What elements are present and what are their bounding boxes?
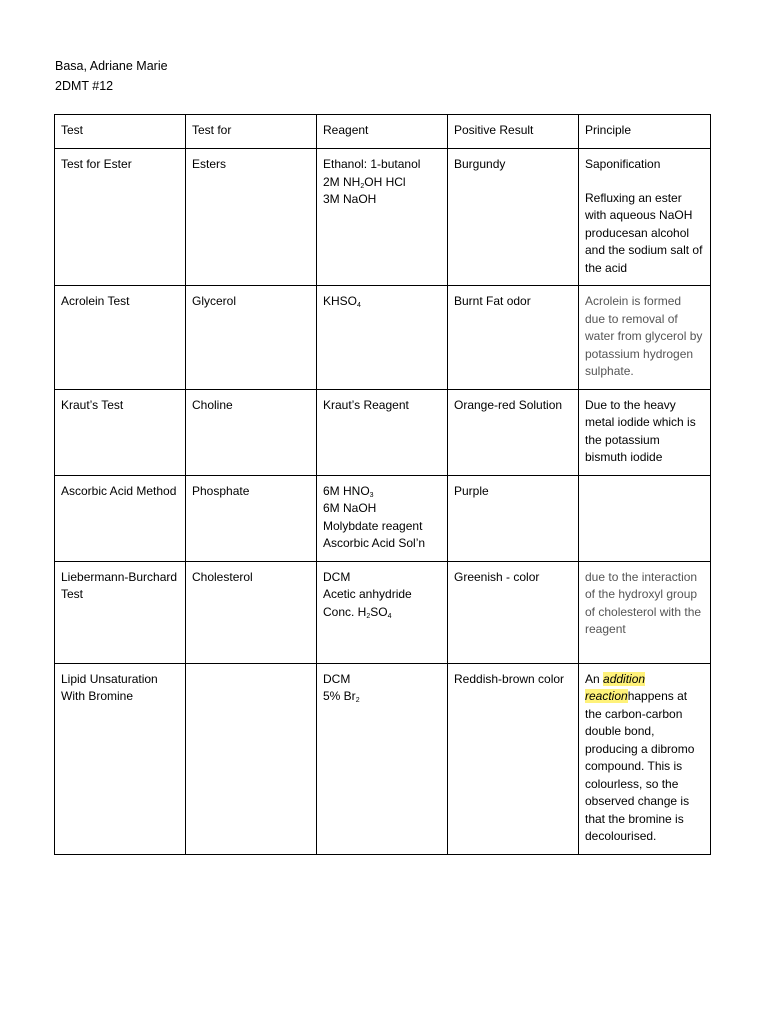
reagent-line: Molybdate reagent	[323, 518, 423, 533]
cell-test-for	[186, 663, 317, 854]
cell-test-for: Cholesterol	[186, 561, 317, 663]
principle-title: Saponification	[585, 157, 661, 171]
cell-positive-result: Greenish - color	[448, 561, 579, 663]
reagent-line: 6M $HNO_3$	[323, 483, 374, 499]
cell-principle	[579, 475, 711, 561]
column-header-positive-result: Positive Result	[448, 115, 579, 149]
reagent-line: Conc. $H_2SO_4$	[323, 604, 392, 620]
cell-test-for: Choline	[186, 389, 317, 475]
section-label: 2DMT #12	[55, 79, 114, 93]
cell-test: Acrolein Test	[55, 286, 186, 390]
document-header	[55, 56, 168, 96]
principle-prefix: An	[585, 671, 604, 686]
cell-reagent	[317, 663, 448, 854]
column-header-test-for: Test for	[186, 115, 317, 149]
table-row-liebermann	[55, 561, 711, 663]
cell-principle: due to the interaction of the hydroxyl group of cholesterol with the reagent	[579, 561, 711, 663]
table-row-bromine	[55, 663, 711, 854]
table-row-acrolein	[55, 286, 711, 390]
principle-rest: happens at the carbon-carbon double bond, producing a dibromo compound. This is colourless, so the observed change is that the bromine is decolourised.	[585, 689, 695, 843]
cell-test: Ascorbic Acid Method	[55, 475, 186, 561]
cell-positive-result: Burgundy	[448, 149, 579, 286]
column-header-test: Test	[55, 115, 186, 149]
student-name: Basa, Adriane Marie	[55, 59, 168, 73]
reagent-line: 2M $NH_2OH$ HCl	[323, 174, 406, 190]
reagent-line: Ethanol: 1-butanol	[323, 157, 421, 171]
reagent-line: 6M NaOH	[323, 501, 377, 515]
reagent-line: Acetic anhydride	[323, 587, 412, 601]
cell-reagent	[317, 475, 448, 561]
table-row-ascorbic	[55, 475, 711, 561]
column-header-reagent: Reagent	[317, 115, 448, 149]
cell-principle	[579, 149, 711, 286]
cell-test: Lipid Unsaturation With Bromine	[55, 663, 186, 854]
cell-test: Liebermann-Burchard Test	[55, 561, 186, 663]
cell-test: Kraut’s Test	[55, 389, 186, 475]
cell-principle: Acrolein is formed due to removal of water from glycerol by potassium hydrogen sulphate.	[579, 286, 711, 390]
lipid-tests-table	[54, 114, 711, 855]
cell-reagent	[317, 286, 448, 390]
reagent-line: DCM	[323, 671, 351, 686]
cell-principle: Due to the heavy metal iodide which is the potassium bismuth iodide	[579, 389, 711, 475]
cell-principle	[579, 663, 711, 854]
column-header-principle: Principle	[579, 115, 711, 149]
cell-test: Test for Ester	[55, 149, 186, 286]
cell-test-for: Glycerol	[186, 286, 317, 390]
cell-positive-result: Reddish-brown color	[448, 663, 579, 854]
reagent-line: 3M NaOH	[323, 192, 377, 206]
reagent-line: Ascorbic Acid Sol’n	[323, 536, 426, 550]
reagent-line: $KHSO_4$	[323, 294, 361, 309]
principle-body: Refluxing an ester with aqueous NaOH producesan alcohol and the sodium salt of the acid	[585, 190, 703, 275]
highlighted-term: addition reaction	[585, 671, 646, 703]
reagent-line: DCM	[323, 569, 351, 584]
table-row-ester	[55, 149, 711, 286]
table-row-kraut	[55, 389, 711, 475]
cell-test-for: Phosphate	[186, 475, 317, 561]
cell-reagent	[317, 561, 448, 663]
cell-reagent	[317, 149, 448, 286]
reagent-line: 5% $Br_2$	[323, 689, 360, 704]
cell-positive-result: Burnt Fat odor	[448, 286, 579, 390]
cell-positive-result: Purple	[448, 475, 579, 561]
table-header-row	[55, 115, 711, 149]
cell-reagent: Kraut’s Reagent	[317, 389, 448, 475]
cell-test-for: Esters	[186, 149, 317, 286]
cell-positive-result: Orange-red Solution	[448, 389, 579, 475]
